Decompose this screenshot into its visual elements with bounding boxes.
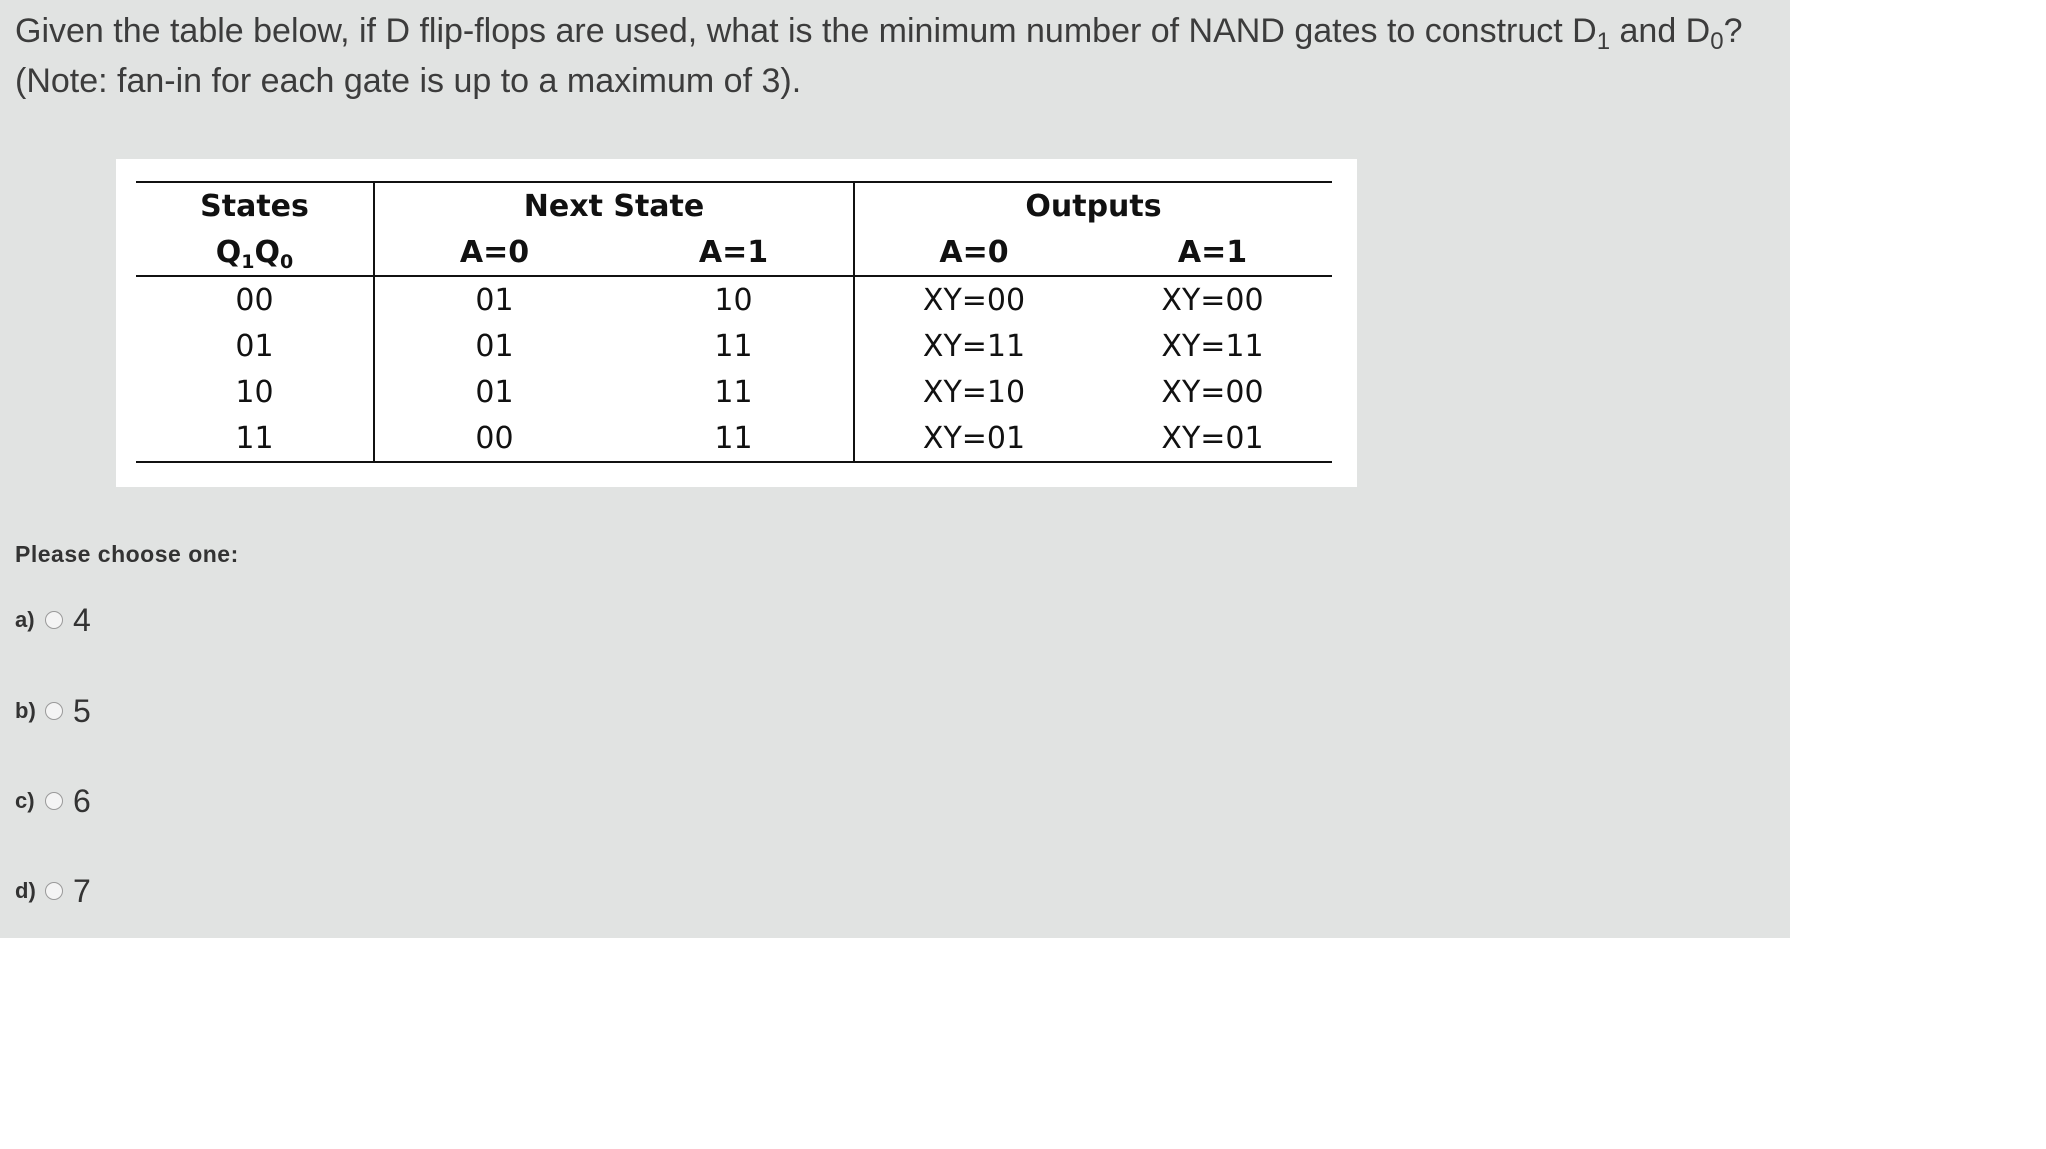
cell-next-a0: 00 xyxy=(374,415,614,462)
option-d[interactable] xyxy=(15,871,91,911)
cell-state: 10 xyxy=(136,369,374,415)
table-row xyxy=(136,415,1332,462)
header-next-state: Next State xyxy=(374,182,854,229)
question-text: Given the table below, if D flip-flops are used, what is the minimum number of NAND gates to construct $D_1$ and $D_0$? (Note: fan-in for each gate is up to a maximum of 3). xyxy=(15,12,1743,100)
cell-out-a1: XY=00 xyxy=(1161,374,1264,410)
cell-out-a0: XY=11 xyxy=(922,328,1026,364)
table-row xyxy=(136,323,1332,369)
option-label[interactable]: 4 xyxy=(73,601,91,638)
cell-next-a1: 11 xyxy=(614,415,854,462)
header-next-a0: A=0 xyxy=(374,229,614,276)
header-states: States xyxy=(136,182,374,229)
header-next-a1: A=1 xyxy=(614,229,854,276)
cell-next-a0: 01 xyxy=(475,374,514,410)
cell-state: 11 xyxy=(136,415,374,462)
header-out-a0: A=0 xyxy=(854,229,1093,276)
header-row-top xyxy=(136,182,1332,229)
header-out-a1: A=1 xyxy=(1093,229,1332,276)
header-outputs: Outputs xyxy=(854,182,1332,229)
cell-out-a0: XY=00 xyxy=(922,282,1026,318)
option-label[interactable]: 7 xyxy=(73,872,91,909)
option-letter: d) xyxy=(15,878,36,903)
option-letter: c) xyxy=(15,788,35,813)
radio-button[interactable] xyxy=(45,611,63,629)
table-row xyxy=(136,276,1332,323)
state-table-image xyxy=(116,159,1357,487)
option-letter: b) xyxy=(15,698,36,723)
cell-out-a1: XY=00 xyxy=(1161,282,1264,318)
state-table xyxy=(136,181,1332,463)
option-label[interactable]: 6 xyxy=(73,782,91,819)
header-row-sub xyxy=(136,229,1332,276)
header-q1q0: $Q_1Q_0$ xyxy=(136,229,374,276)
table-row xyxy=(136,369,1332,415)
cell-out-a0: XY=10 xyxy=(922,374,1026,410)
option-label[interactable]: 5 xyxy=(73,692,91,729)
option-c[interactable] xyxy=(15,781,91,821)
choose-prompt: Please choose one: xyxy=(15,541,239,567)
cell-state: 01 xyxy=(136,323,374,369)
option-a[interactable] xyxy=(15,600,91,640)
cell-out-a1: XY=01 xyxy=(1093,415,1332,462)
cell-next-a1: 11 xyxy=(614,323,854,369)
cell-next-a1: 11 xyxy=(614,369,854,415)
option-letter: a) xyxy=(15,607,35,632)
option-b[interactable] xyxy=(15,691,91,731)
cell-next-a0: 01 xyxy=(475,282,514,318)
cell-state: 00 xyxy=(136,276,374,323)
cell-next-a0: 01 xyxy=(475,328,514,364)
radio-button[interactable] xyxy=(45,882,63,900)
cell-out-a1: XY=11 xyxy=(1161,328,1264,364)
cell-next-a1: 10 xyxy=(614,276,854,323)
radio-button[interactable] xyxy=(45,792,63,810)
radio-button[interactable] xyxy=(45,702,63,720)
cell-out-a0: XY=01 xyxy=(854,415,1093,462)
